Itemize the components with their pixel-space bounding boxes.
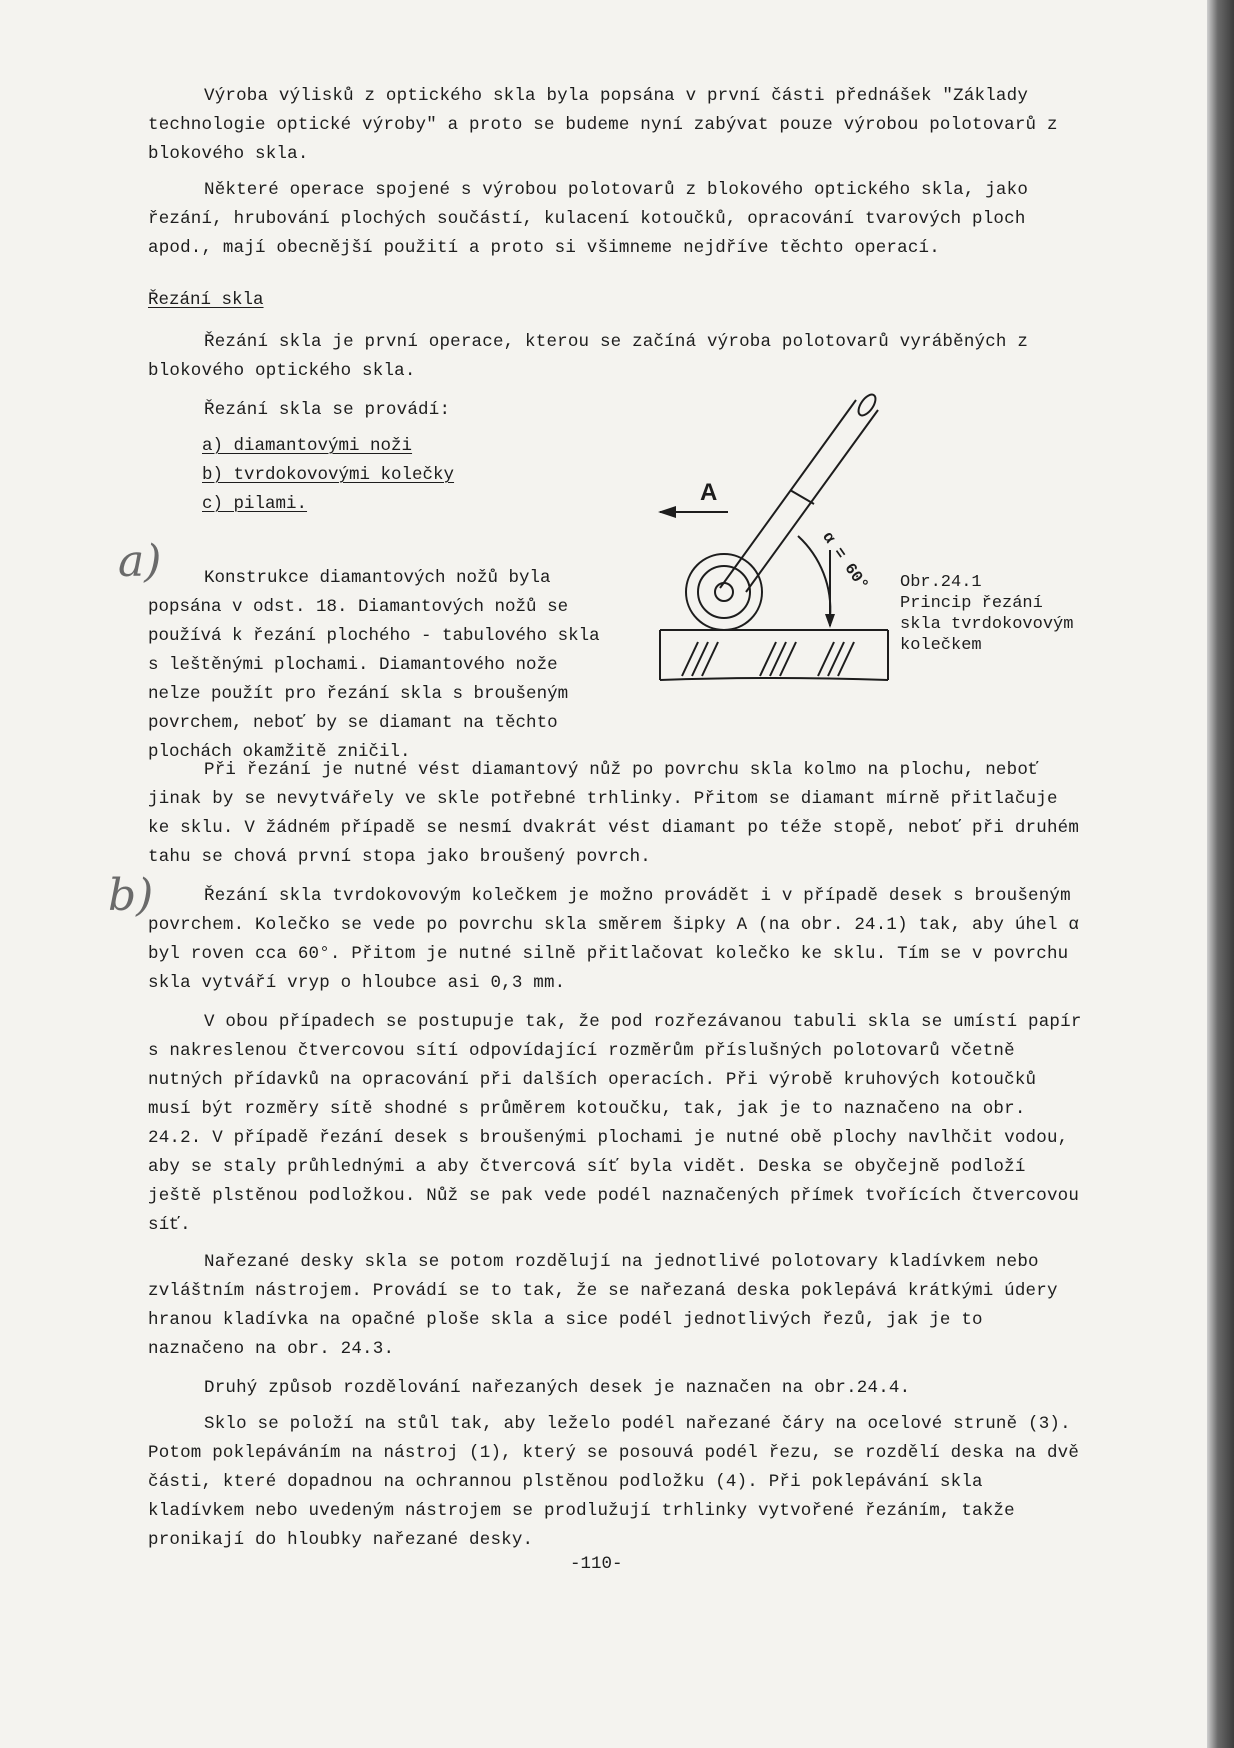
paragraph-5: Konstrukce diamantových nožů byla popsána v odst. 18. Diamantových nožů se používá k řezání plochého - tabulového skla s leštěnými plochami. Diamantového nože nelze použít pro řezání skla s broušeným povrchem, neboť by se diamant na těchto plochách okamžitě zničil.	[148, 567, 600, 762]
margin-note-a: a)	[118, 536, 162, 587]
body-block-4	[148, 1248, 1088, 1364]
diamond-knife-paragraph	[148, 546, 614, 784]
method-list	[202, 432, 454, 519]
body-block-3	[148, 1008, 1088, 1240]
paragraph-11: Sklo se položí na stůl tak, aby leželo podél nařezané čáry na ocelové struně (3). Potom poklepáváním na nástroj (1), který se posouvá podél řezu, se rozdělí deska na dvě části, které dopadnou na ochrannou plstěnou podložku (4). Při poklepávání skla kladívkem nebo uvedeným nástrojem se prodlužují trhlinky vytvořené řezáním, takže pronikají do hloubky nařezané desky.	[148, 1414, 1080, 1550]
scan-edge	[1207, 0, 1234, 1748]
figure-arrow-label: A	[700, 479, 718, 506]
paragraph-10: Druhý způsob rozdělování nařezaných desek je naznačen na obr.24.4.	[204, 1378, 911, 1398]
paragraph-6: Při řezání je nutné vést diamantový nůž po povrchu skla kolmo na plochu, neboť jinak by se nevytvářely ve skle potřebné trhlinky. Přitom se diamant mírně přitlačuje ke sklu. V žádném případě se nesmí dvakrát vést diamant po téže stopě, neboť při druhém tahu se chová první stopa jako broušený povrch.	[148, 760, 1080, 867]
intro-block-2	[148, 176, 1088, 263]
paragraph-2: Některé operace spojené s výrobou polotovarů z blokového optického skla, jako řezání, hrubování plochých součástí, kulacení kotoučků, opracování tvarových ploch apod., mají obecnější použití a proto si všimneme nejdříve těchto operací.	[148, 180, 1029, 258]
body-block-2	[148, 882, 1088, 998]
paragraph-8: V obou případech se postupuje tak, že pod rozřezávanou tabuli skla se umístí papír s nakreslenou čtvercovou sítí odpovídající rozměrům příslušných polotovarů včetně nutných přídavků na opracování při dalších operacích. Při výrobě kruhových kotoučků musí být rozměry sítě shodné s průměrem kotoučku, tak, jak je to naznačeno na obr. 24.2. V případě řezání desek s broušenými plochami je nutné obě plochy navlhčit vodou, aby se staly průhlednými a aby čtvercová síť byla vidět. Deska se obyčejně podloží ještě plstěnou podložkou. Nůž se pak vede podél naznačených přímek tvořících čtvercovou síť.	[148, 1012, 1082, 1235]
section-heading: Řezání skla	[148, 290, 264, 310]
paragraph-4: Řezání skla se provádí:	[204, 400, 451, 420]
list-item: b) tvrdokovovými kolečky	[202, 465, 455, 485]
figure-24-1	[620, 380, 910, 700]
list-item: a) diamantovými noži	[202, 436, 413, 456]
intro-cutting	[148, 328, 1088, 386]
paragraph-7: Řezání skla tvrdokovovým kolečkem je možno provádět i v případě desek s broušeným povrchem. Kolečko se vede po povrchu skla směrem šipky A (na obr. 24.1) tak, aby úhel α byl roven cca 60°. Přitom je nutné silně přitlačovat kolečko ke sklu. Tím se v povrchu skla vytváří vryp o hloubce asi 0,3 mm.	[148, 886, 1080, 993]
intro-block	[148, 82, 1088, 169]
body-block-5	[148, 1374, 1088, 1403]
body-block-6	[148, 1410, 1088, 1555]
page-number: -110-	[570, 1554, 623, 1574]
list-item: c) pilami.	[202, 494, 308, 514]
caption-line: Princip řezání	[900, 594, 1043, 613]
paragraph-3: Řezání skla je první operace, kterou se začíná výroba polotovarů vyráběných z blokového optického skla.	[148, 332, 1029, 381]
margin-note-b: b)	[108, 870, 154, 921]
caption-line: skla tvrdokovovým	[900, 615, 1074, 634]
paragraph-9: Nařezané desky skla se potom rozdělují na jednotlivé polotovary kladívkem nebo zvláštním nástrojem. Provádí se to tak, že se nařezaná deska poklepává krátkými údery hranou kladívka na opačné ploše skla a sice podél jednotlivých řezů, jak je to naznačeno na obr. 24.3.	[148, 1252, 1058, 1359]
caption-line: Obr.24.1	[900, 573, 982, 592]
caption-line: kolečkem	[900, 636, 982, 655]
figure-angle-label: α = 60°	[818, 528, 872, 595]
figure-caption	[900, 572, 1140, 656]
body-block-1	[148, 756, 1088, 872]
paragraph-1: Výroba výlisků z optického skla byla popsána v první části přednášek "Základy technologie optické výroby" a proto se budeme nyní zabývat pouze výrobou polotovarů z blokového skla.	[148, 86, 1058, 164]
